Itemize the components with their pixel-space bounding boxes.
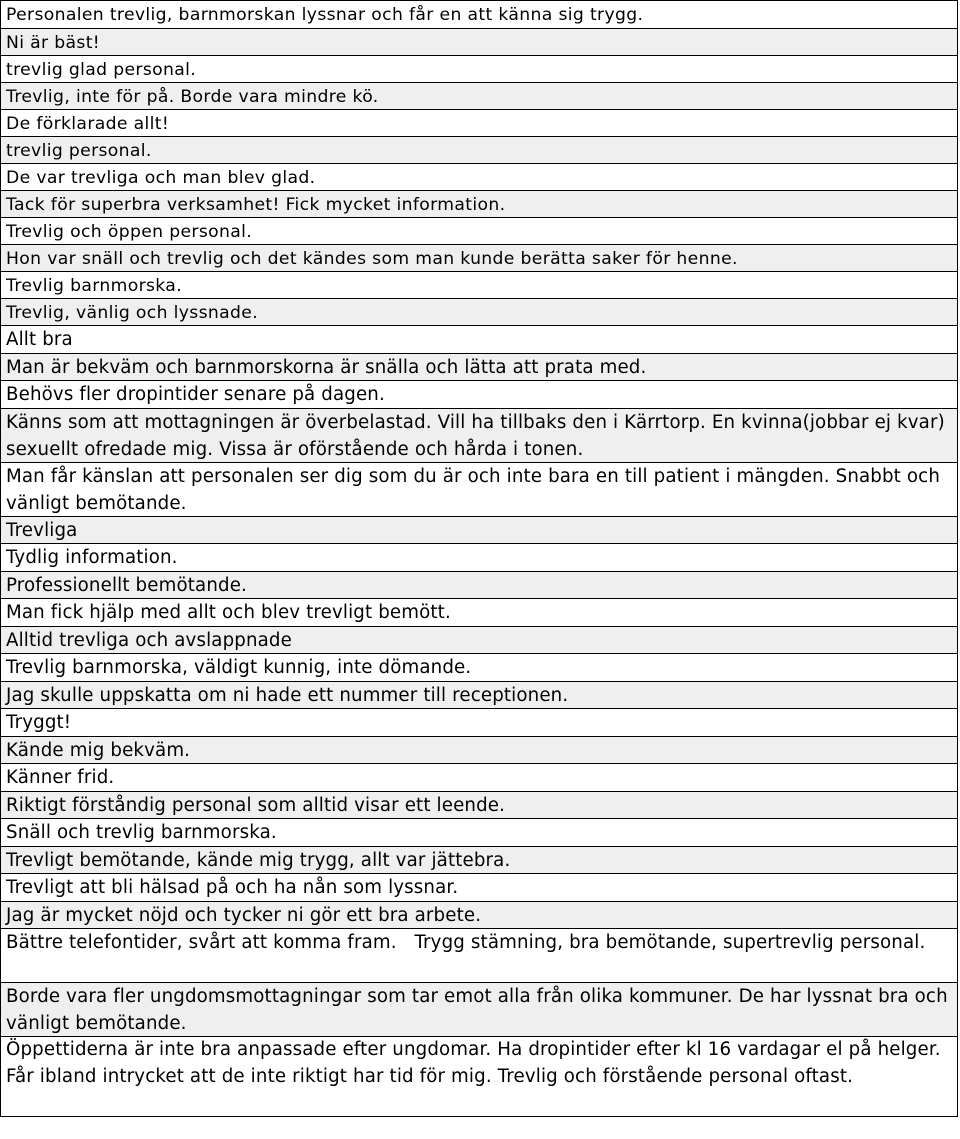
comment-row: Man är bekväm och barnmorskorna är snälla och lätta att prata med. (1, 353, 957, 381)
comment-row: Trevligt bemötande, kände mig trygg, allt var jättebra. (1, 846, 957, 874)
comment-row: trevlig personal. (1, 136, 957, 163)
comment-row: Tydlig information. (1, 543, 957, 571)
comment-row: Riktigt förståndig personal som alltid visar ett leende. (1, 791, 957, 819)
comment-row: Behövs fler dropintider senare på dagen. (1, 380, 957, 408)
comment-row: Man fick hjälp med allt och blev trevligt bemött. (1, 598, 957, 626)
comment-row: Kände mig bekväm. (1, 736, 957, 764)
comment-row: Professionellt bemötande. (1, 571, 957, 599)
comment-row: Trevlig, inte för på. Borde vara mindre kö. (1, 82, 957, 109)
comment-row: Allt bra (1, 325, 957, 353)
comment-row: Alltid trevliga och avslappnade (1, 626, 957, 654)
comment-row: Trevlig och öppen personal. (1, 217, 957, 244)
comment-row: Trevlig barnmorska. (1, 271, 957, 298)
comment-row: Personalen trevlig, barnmorskan lyssnar och får en att känna sig trygg. (6, 5, 644, 25)
comment-row: Snäll och trevlig barnmorska. (1, 818, 957, 846)
comment-row: Jag skulle uppskatta om ni hade ett nummer till receptionen. (1, 681, 957, 709)
comment-row: Trevliga (1, 516, 957, 544)
comment-row: De förklarade allt! (1, 109, 957, 136)
comment-row: Jag är mycket nöjd och tycker ni gör ett bra arbete. (1, 901, 957, 929)
comment-row: Ni är bäst! (1, 28, 957, 55)
comment-row: Borde vara fler ungdomsmottagningar som tar emot alla från olika kommuner. De har lyssnat bra och vänligt bemötande. (1, 982, 957, 1036)
comment-row: Känns som att mottagningen är överbelastad. Vill ha tillbaks den i Kärrtorp. En kvinna(jobbar ej kvar) sexuellt ofredade mig. Vissa är oförstående och hårda i tonen. (1, 408, 957, 462)
comment-row: Man får känslan att personalen ser dig som du är och inte bara en till patient i mängden. Snabbt och vänligt bemötande. (1, 462, 957, 516)
comment-row: Tryggt! (1, 708, 957, 736)
comment-row: De var trevliga och man blev glad. (1, 163, 957, 190)
comment-row: Tack för superbra verksamhet! Fick mycket information. (1, 190, 957, 217)
comment-row: Hon var snäll och trevlig och det kändes som man kunde berätta saker för henne. (1, 244, 957, 271)
comment-row: Trevlig, vänlig och lyssnade. (1, 298, 957, 325)
comment-row: Känner frid. (1, 763, 957, 791)
comment-row: Trevlig barnmorska, väldigt kunnig, inte dömande. (1, 653, 957, 681)
comment-row: Trevligt att bli hälsad på och ha nån som lyssnar. (1, 873, 957, 901)
comment-row: trevlig glad personal. (1, 55, 957, 82)
comment-row: Öppettiderna är inte bra anpassade efter ungdomar. Ha dropintider efter kl 16 vardagar el på helger. Får ibland intrycket att de inte riktigt har tid för mig. Trevlig och förstående personal oftast. (1, 1036, 957, 1116)
comment-row: Bättre telefontider, svårt att komma fram. Trygg stämning, bra bemötande, supertrevlig personal. (1, 928, 957, 982)
